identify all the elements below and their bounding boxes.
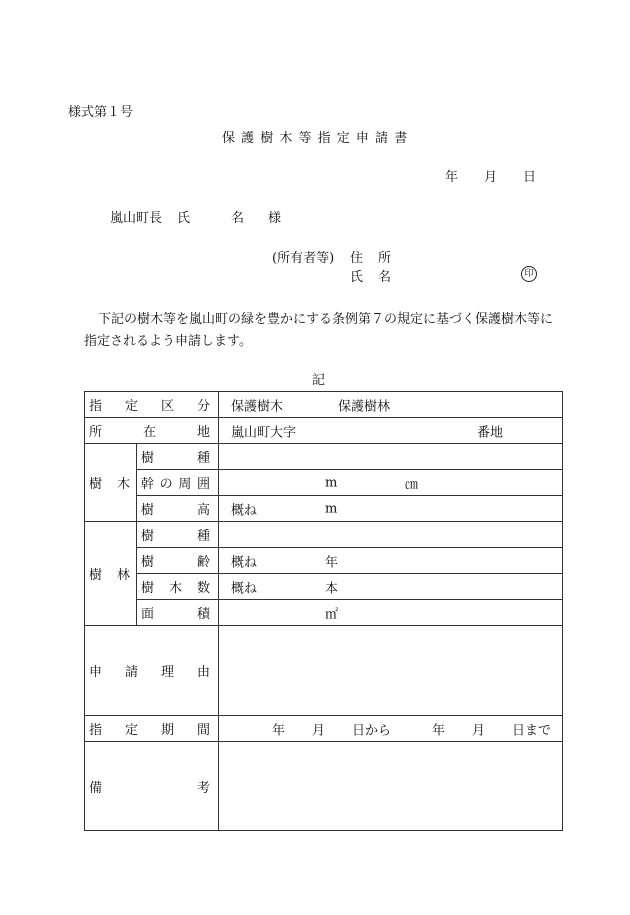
forest-species-value[interactable] [219, 522, 563, 548]
location-label [89, 421, 210, 440]
forest-area-label [141, 603, 210, 622]
tree-girth-value[interactable] [219, 470, 563, 496]
designation-option-forest[interactable]: 保護樹林 [338, 399, 391, 414]
tree-girth-label [141, 473, 210, 492]
label-char: 指 [89, 723, 103, 738]
applicant-role: (所有者等) [272, 251, 335, 266]
period-from-day: 日から [352, 723, 392, 738]
period-value[interactable] [219, 716, 563, 742]
label-char: 期 [160, 723, 174, 738]
label-char: 齢 [196, 555, 210, 570]
tree-height-value[interactable] [219, 496, 563, 522]
designation-option-tree[interactable]: 保護樹木 [231, 399, 284, 414]
designation-label [89, 395, 210, 414]
location-prefix: 嵐山町大字 [231, 425, 297, 440]
addressee-name-label: 氏 [177, 211, 191, 226]
period-from-year: 年 [272, 723, 286, 738]
label-char: 所 [89, 425, 103, 440]
label-char: 積 [196, 607, 210, 622]
tree-species-label [141, 447, 210, 466]
addressee-office: 嵐山町長 [110, 211, 163, 226]
label-char: 考 [196, 780, 210, 796]
row-tree-girth [85, 470, 563, 496]
body-text-line-1: 下記の樹木等を嵐山町の緑を豊かにする条例第７の規定に基づく保護樹木等に [98, 312, 554, 327]
label-char: 定 [124, 399, 138, 414]
forest-area-value[interactable] [219, 600, 563, 626]
addressee-name-label-2: 名 [231, 211, 245, 226]
label-char: 地 [196, 425, 210, 440]
forest-area-unit: ㎡ [325, 607, 339, 622]
label-char: 種 [196, 451, 210, 466]
label-char: 分 [196, 399, 210, 414]
label-char: 樹 [141, 503, 155, 518]
label-char: 数 [196, 581, 210, 596]
label-char: 備 [89, 780, 103, 796]
label-char: 在 [142, 425, 156, 440]
reason-value[interactable] [219, 626, 563, 716]
label-char: 理 [160, 665, 174, 680]
label-char: 幹 [141, 477, 155, 492]
label-char: 樹 [141, 451, 155, 466]
row-remarks [85, 742, 563, 831]
period-from-month: 月 [312, 723, 326, 738]
period-to-day: 日まで [512, 723, 552, 738]
label-char: 申 [89, 665, 103, 680]
label-char: 請 [124, 665, 138, 680]
applicant-name-label-1: 氏 [350, 270, 364, 285]
label-char: 木 [116, 477, 130, 492]
forest-age-label [141, 551, 210, 570]
forest-count-label [141, 577, 210, 596]
row-forest-age [85, 548, 563, 574]
remarks-value[interactable] [219, 742, 563, 831]
row-period [85, 716, 563, 742]
tree-group-label [89, 473, 130, 492]
body-text-line-2: 指定されるよう申請します。 [84, 334, 252, 349]
forest-age-approx: 概ね [231, 555, 258, 570]
addressee-honorific: 様 [268, 211, 282, 226]
row-location [85, 418, 563, 444]
seal-mark: 印 [521, 266, 537, 282]
date-day: 日 [523, 170, 537, 185]
forest-age-value[interactable] [219, 548, 563, 574]
date-month: 月 [484, 170, 498, 185]
label-char: 木 [168, 581, 182, 596]
label-char: 区 [160, 399, 174, 414]
forest-age-unit: 年 [325, 555, 339, 570]
row-reason [85, 626, 563, 716]
forest-species-label [141, 525, 210, 544]
label-char: 樹 [141, 581, 155, 596]
period-label [89, 719, 210, 738]
remarks-label [89, 777, 210, 796]
period-to-month: 月 [472, 723, 486, 738]
designation-value[interactable] [219, 392, 563, 418]
label-char: 高 [196, 503, 210, 518]
period-to-year: 年 [432, 723, 446, 738]
label-char: 樹 [141, 529, 155, 544]
forest-count-unit: 本 [325, 581, 339, 596]
tree-height-approx: 概ね [231, 503, 258, 518]
tree-girth-unit-cm: ㎝ [405, 477, 419, 492]
reason-label [89, 661, 210, 680]
label-char: 囲 [196, 477, 210, 492]
form-number: 様式第１号 [68, 105, 134, 120]
applicant-address-label-1: 住 [350, 251, 364, 266]
row-tree-height [85, 496, 563, 522]
forest-count-value[interactable] [219, 574, 563, 600]
document-title: 保 護 樹 木 等 指 定 申 請 書 [222, 131, 409, 146]
applicant-name-label-2: 名 [378, 270, 392, 285]
row-forest-species [85, 522, 563, 548]
tree-species-value[interactable] [219, 444, 563, 470]
tree-girth-unit-m: m [325, 475, 338, 490]
row-designation [85, 392, 563, 418]
forest-count-approx: 概ね [231, 581, 258, 596]
label-char: 指 [89, 399, 103, 414]
forest-group-label [89, 564, 130, 583]
ki-heading: 記 [312, 373, 326, 388]
label-char: 樹 [89, 477, 103, 492]
row-tree-species [85, 444, 563, 470]
date-year: 年 [445, 170, 459, 185]
row-forest-area [85, 600, 563, 626]
row-forest-count [85, 574, 563, 600]
label-char: 間 [196, 723, 210, 738]
label-char: 周 [178, 477, 192, 492]
location-suffix: 番地 [477, 425, 504, 440]
label-char: 定 [124, 723, 138, 738]
label-char: 面 [141, 607, 155, 622]
location-value[interactable] [219, 418, 563, 444]
label-char: 樹 [89, 568, 103, 583]
label-char: 林 [116, 568, 130, 583]
label-char: の [159, 477, 173, 492]
label-char: 種 [196, 529, 210, 544]
label-char: 樹 [141, 555, 155, 570]
tree-height-label [141, 499, 210, 518]
applicant-address-label-2: 所 [378, 251, 392, 266]
application-table [84, 391, 563, 831]
tree-height-unit: m [325, 501, 338, 516]
label-char: 由 [196, 665, 210, 680]
